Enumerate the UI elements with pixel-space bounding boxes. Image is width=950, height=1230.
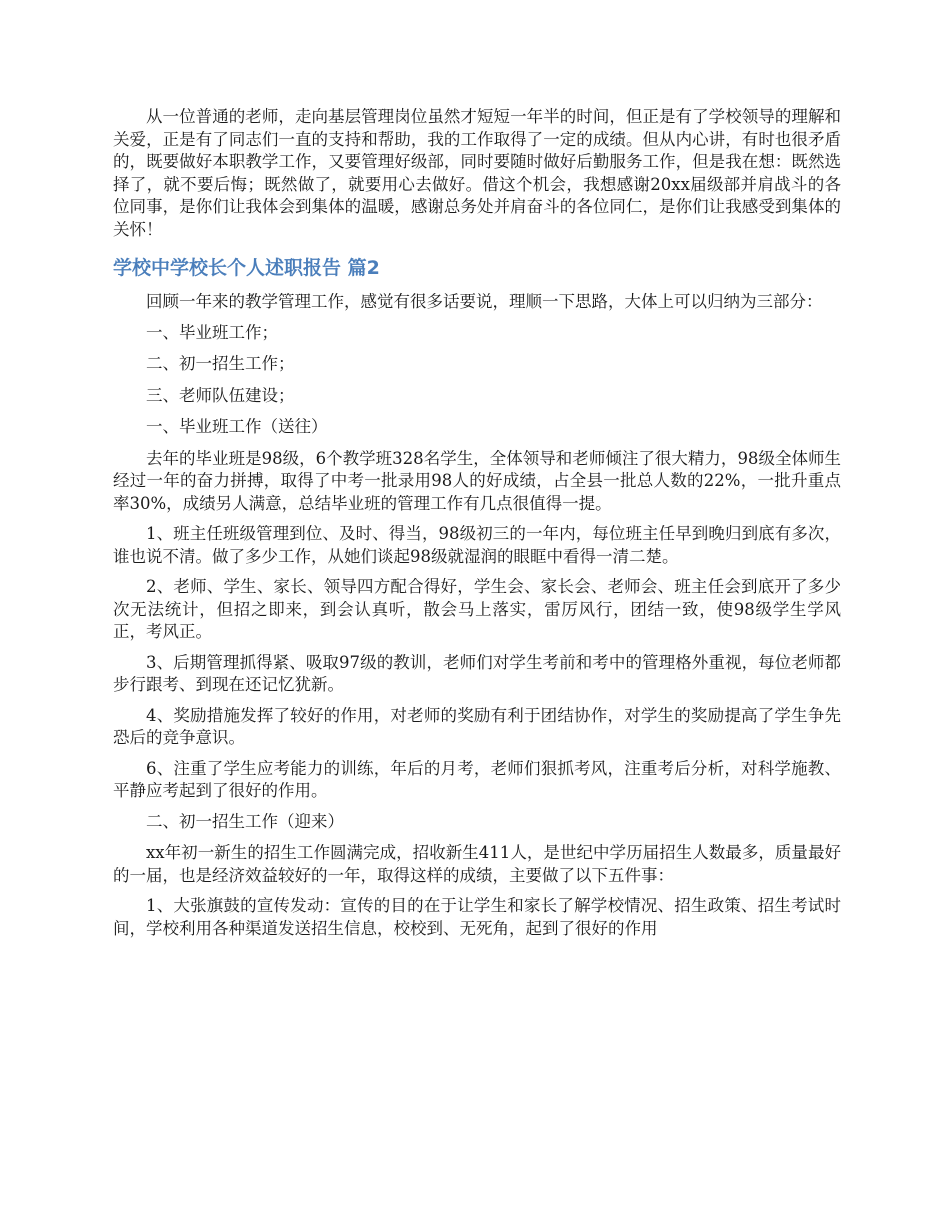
- body-paragraph: 3、后期管理抓得紧、吸取97级的教训，老师们对学生考前和考中的管理格外重视，每位老师都步行跟考、到现在还记忆犹新。: [113, 652, 841, 694]
- body-paragraph: 6、注重了学生应考能力的训练，年后的月考，老师们狠抓考风，注重考后分析，对科学施教、平静应考起到了很好的作用。: [113, 758, 841, 800]
- body-paragraph: 1、班主任班级管理到位、及时、得当，98级初三的一年内，每位班主任早到晚归到底有多次，谁也说不清。做了多少工作，从她们谈起98级就湿润的眼眶中看得一清二楚。: [113, 524, 841, 566]
- section-heading: 学校中学校长个人述职报告 篇2: [113, 257, 380, 279]
- body-paragraph: 1、大张旗鼓的宣传发动：宣传的目的在于让学生和家长了解学校情况、招生政策、招生考试时间，学校利用各种渠道发送招生信息，校校到、无死角，起到了很好的作用: [113, 896, 841, 938]
- intro-paragraph: 从一位普通的老师，走向基层管理岗位虽然才短短一年半的时间，但正是有了学校领导的理解和关爱，正是有了同志们一直的支持和帮助，我的工作取得了一定的成绩。但从内心讲，有时也很矛盾的，既要做好本职教学工作，又要管理好级部，同时要随时做好后勤服务工作，但是我在想：既然选择了，就不要后悔；既然做了，就要用心去做好。借这个机会，我想感谢20xx届级部并肩战斗的各位同事，是你们让我体会到集体的温暖，感谢总务处并肩奋斗的各位同仁，是你们让我感受到集体的关怀！: [113, 107, 841, 239]
- body-paragraph: 4、奖励措施发挥了较好的作用，对老师的奖励有利于团结协作，对学生的奖励提高了学生争先恐后的竞争意识。: [113, 705, 841, 747]
- body-paragraph: 回顾一年来的教学管理工作，感觉有很多话要说，理顺一下思路，大体上可以归纳为三部分：: [146, 292, 823, 311]
- outline-item: 一、毕业班工作；: [146, 322, 278, 342]
- subsection-title: 一、毕业班工作（送往）: [146, 417, 328, 436]
- subsection-title: 二、初一招生工作（迎来）: [146, 811, 344, 831]
- outline-item: 三、老师队伍建设；: [146, 385, 295, 405]
- document-page: [113, 106, 841, 948]
- body-paragraph: xx年初一新生的招生工作圆满完成，招收新生411人，是世纪中学历届招生人数最多，质量最好的一届，也是经济效益较好的一年，取得这样的成绩，主要做了以下五件事：: [113, 843, 841, 885]
- body-paragraph: 2、老师、学生、家长、领导四方配合得好，学生会、家长会、老师会、班主任会到底开了多少次无法统计，但招之即来，到会认真听，散会马上落实，雷厉风行，团结一致，使98级学生学风正，考风正。: [113, 577, 841, 641]
- body-paragraph: 去年的毕业班是98级，6个教学班328名学生，全体领导和老师倾注了很大精力，98级全体师生经过一年的奋力拼搏，取得了中考一批录用98人的好成绩，占全县一批总人数的22%，一批升重点率30%，成绩另人满意，总结毕业班的管理工作有几点很值得一提。: [113, 448, 841, 513]
- outline-item: 二、初一招生工作；: [146, 354, 295, 373]
